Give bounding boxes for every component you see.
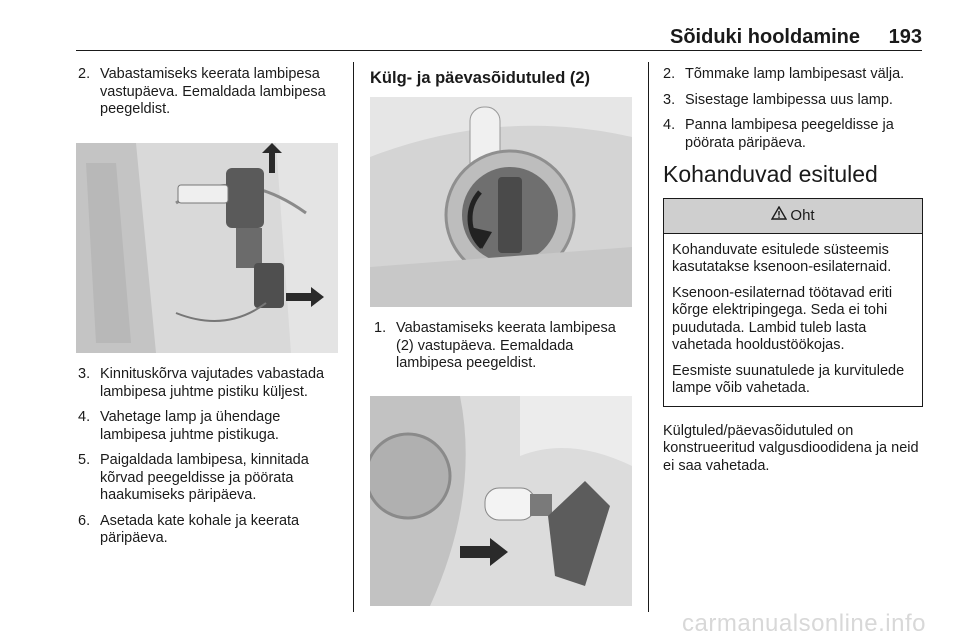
- step-number: 2.: [78, 66, 91, 82]
- step-number: 6.: [78, 512, 91, 529]
- step-number: 4.: [78, 409, 91, 425]
- step-item: [78, 366, 340, 401]
- column-divider-right: [648, 62, 649, 612]
- step-item: [663, 117, 923, 152]
- right-column: [663, 66, 923, 475]
- step-item: [663, 66, 923, 84]
- step-number: 3.: [78, 366, 91, 382]
- step-item: [78, 409, 340, 444]
- step-text: Tõmmake lamp lambipesast välja.: [685, 66, 905, 82]
- page-number: 193: [888, 26, 922, 48]
- paragraph-led-note: Külgtuled/päevasõidutuled on konstrueeritud valgusdioodidena ja neid ei saa vahetada.: [663, 422, 919, 474]
- watermark: carmanualsonline.info: [682, 610, 926, 637]
- warning-box: [663, 198, 923, 407]
- step-item: [78, 513, 340, 548]
- step-item: [78, 452, 340, 505]
- warning-paragraph: Kohanduvate esitulede süsteemis kasutatakse ksenoon-esilaternaid.: [672, 241, 892, 275]
- header-rule: [76, 50, 922, 51]
- section-heading-adaptive-headlights: Kohanduvad esituled: [663, 161, 878, 187]
- step-text: Asetada kate kohale ja keerata päripäeva.: [100, 512, 300, 546]
- warning-title: Oht: [790, 206, 815, 224]
- illustration-side-light-socket: [370, 97, 632, 307]
- step-item: [663, 92, 923, 110]
- step-text: Kinnituskõrva vajutades vabastada lambipesa juhtme pistiku küljest.: [100, 366, 325, 400]
- step-number: 5.: [78, 452, 91, 468]
- step-text: Vabastamiseks keerata lambipesa (2) vastupäeva. Eemaldada lambipesa peegeldist.: [396, 320, 616, 371]
- warning-paragraph: Eesmiste suunatulede ja kurvitulede lampe võib vahetada.: [672, 362, 905, 396]
- middle-column-bottom: [374, 320, 636, 381]
- header-title: Sõiduki hooldamine: [669, 26, 860, 48]
- section-heading: Külg- ja päevasõidutuled (2): [370, 69, 591, 87]
- left-column-top: [78, 66, 340, 127]
- step-text: Vahetage lamp ja ühendage lambipesa juhtme pistikuga.: [100, 409, 281, 443]
- step-text: Panna lambipesa peegeldisse ja pöörata päripäeva.: [685, 117, 894, 151]
- warning-body: [664, 234, 922, 406]
- illustration-headlamp-bulb: [76, 143, 338, 353]
- step-number: 4.: [663, 117, 676, 133]
- step-item: [374, 320, 636, 373]
- step-text: Vabastamiseks keerata lambipesa vastupäeva. Eemaldada lambipesa peegeldist.: [100, 66, 326, 117]
- step-text: Sisestage lambipessa uus lamp.: [685, 91, 893, 108]
- step-number: 3.: [663, 91, 676, 108]
- step-number: 2.: [663, 66, 676, 82]
- step-item: [78, 66, 340, 119]
- warning-header: [664, 199, 922, 234]
- left-column-bottom: [78, 366, 340, 556]
- step-text: Paigaldada lambipesa, kinnitada kõrvad peegeldisse ja pöörata haakumiseks päripäeva.: [100, 452, 309, 503]
- step-number: 1.: [374, 320, 387, 336]
- illustration-bulb-removal: [370, 396, 632, 606]
- warning-paragraph: Ksenoon-esilaternad töötavad eriti kõrge elektripingega. Seda ei tohi puudutada. Lambid tuleb lasta vahetada hooldustöökojas.: [672, 284, 893, 353]
- column-divider-left: [353, 62, 354, 612]
- warning-triangle-icon: [771, 206, 787, 225]
